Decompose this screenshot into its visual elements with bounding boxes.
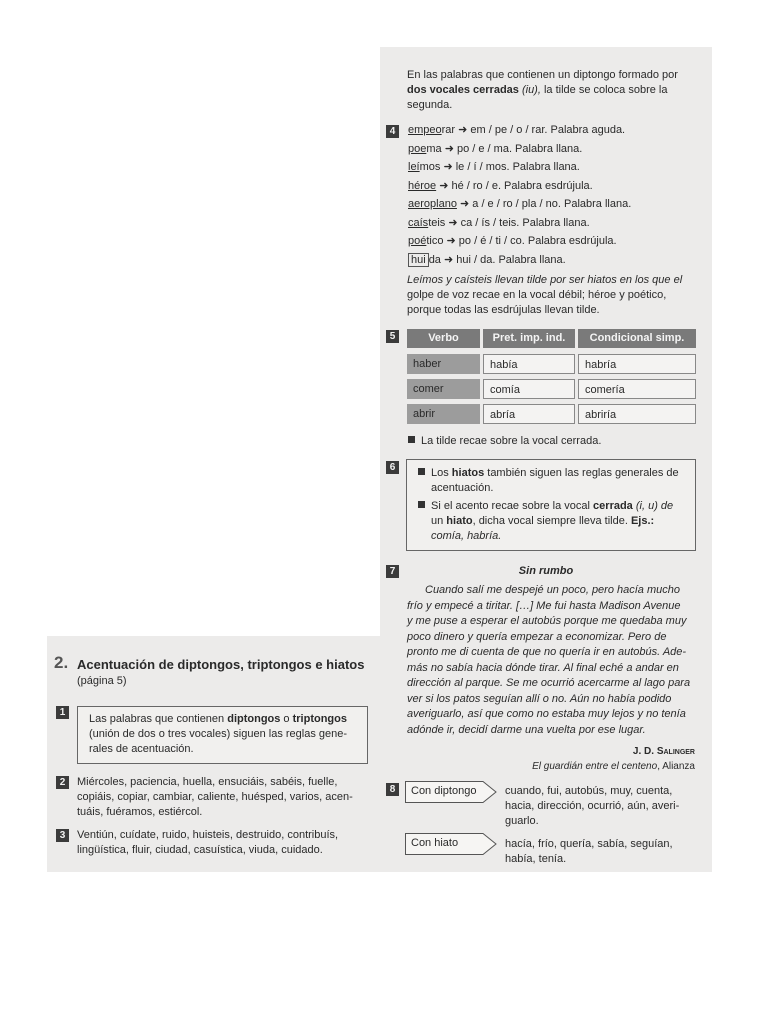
box-6-p1-line-2: acentuación. [431,482,494,494]
table-cell: habría [578,354,696,374]
tag-diptongo-label: Con diptongo [411,785,477,797]
dip-line-3: guarlo. [505,815,539,827]
story-line: pronto me di cuenta de que no quería ir en autobús. Ade- [407,646,687,658]
story-line: frío y empecé a tiritar. […] Me fui hasta Madison Avenue [407,599,681,612]
word-item [408,142,582,157]
word-item [408,216,590,231]
box-6-p2-line-2: un hiato, dicha vocal siempre lleva tilde. Ejs.: [431,515,655,527]
word-item [408,234,617,249]
word-analysis: teis ➜ ca / ís / teis. Palabra llana. [428,216,590,229]
item-2-line-2: copiáis, copiar, cambiar, caliente, huésped, varios, acen- [77,791,353,803]
bullet-icon [408,436,415,443]
box-6-p1-line-1: Los hiatos también siguen las reglas generales de [418,466,679,481]
tag-diptongo [405,781,497,803]
section-page: (página 5) [77,675,127,687]
table-row-header: abrir [407,404,480,424]
word-syllable: poé [408,235,427,247]
word-syllable: aeroplano [408,198,457,210]
story-line: adónde ir, decidí darme una vuelta por ese lugar. [407,723,646,736]
word-analysis: da ➜ hui / da. Palabra llana. [428,253,566,266]
item-6-badge: 6 [386,461,399,474]
story-line: dirección al parque. Se me ocurrió acercarme al lago para [407,677,691,689]
note-4-line-3: porque todas las esdrújulas llevan tilde. [407,304,600,316]
word-item [408,160,580,175]
word-syllable: empeo [408,124,442,136]
item-2-badge: 2 [56,776,69,789]
word-item [408,197,631,212]
table-header: Condicional simp. [578,329,696,348]
item-2-line-1: Miércoles, paciencia, huella, ensuciáis, sabéis, fuelle, [77,776,338,788]
word-syllable: héroe [408,179,437,192]
section-number: 2. [54,653,69,672]
section-title: Acentuación de diptongos, triptongos e hiatos [77,657,365,672]
table-cell: comía [483,379,575,399]
box-6-p2-line-1: Si el acento recae sobre la vocal cerrada (i, u) de [418,499,673,514]
table-cell: comería [578,379,696,399]
story-title: Sin rumbo [518,565,574,577]
word-item [408,123,625,138]
hiato-line-2: había, tenía. [505,853,567,865]
story-line: ver si los patos seguían allí o no. Aún no había podido [407,692,672,705]
note-4-line-2: golpe de voz recae en la vocal débil; héroe y poético, [407,289,667,301]
word-item [408,253,566,268]
word-syllable: leí [408,161,420,173]
item-3-line-1: Ventiún, cuídate, ruido, huisteis, destruido, contribuís, [77,829,339,841]
dip-line-1: cuando, fui, autobús, muy, cuenta, [505,785,673,797]
table-header: Pret. imp. ind. [483,329,575,348]
word-analysis: ma ➜ po / e / ma. Palabra llana. [426,142,583,155]
word-analysis: tico ➜ po / é / ti / co. Palabra esdrújula. [426,235,617,247]
item-4-badge: 4 [386,125,399,138]
story-author: J. D. Salinger [632,746,695,757]
word-syllable: poe [408,142,427,155]
tag-hiato [405,833,497,855]
table-row-header: haber [407,354,480,374]
bullet-icon [418,501,425,508]
table-cell: había [483,354,575,374]
word-analysis: mos ➜ le / í / mos. Palabra llana. [419,161,580,173]
note-4-line-1: Leímos y caísteis llevan tilde por ser hiatos en los que el [407,274,683,286]
dip-line-2: hacia, dirección, ocurrió, aún, averi- [505,800,680,812]
table-note: La tilde recae sobre la vocal cerrada. [408,434,601,449]
item-7-badge: 7 [386,565,399,578]
intro-line-1: En las palabras que contienen un diptongo formado por [407,69,678,81]
box-6-p2-line-3: comía, habría. [431,530,502,542]
bullet-icon [418,468,425,475]
item-3-line-2: lingüística, fluir, ciudad, casuística, viuda, cuidado. [77,844,323,856]
item-3-badge: 3 [56,829,69,842]
intro-line-2: dos vocales cerradas (iu), la tilde se coloca sobre la [407,84,668,96]
word-syllable: caís [408,216,429,229]
story-line: Cuando salí me despejé un poco, pero hacía mucho [425,584,680,596]
story-line: y me puse a esperar el autobús porque me quedaba muy [407,615,687,627]
item-5-badge: 5 [386,330,399,343]
item-2-line-3: tuáis, fuéramos, estiércol. [77,806,203,818]
table-header: Verbo [407,329,480,348]
word-analysis: rar ➜ em / pe / o / rar. Palabra aguda. [441,124,626,136]
intro-line-3: segunda. [407,99,453,111]
table-cell: abriría [578,404,696,424]
story-source: El guardián entre el centeno, Alianza [532,761,695,772]
story-line: averiguarlo, así que como no estaba muy lejos y no tenía [407,708,686,720]
word-item [408,179,593,194]
item-8-badge: 8 [386,783,399,796]
table-row-header: comer [407,379,480,399]
hiato-line-1: hacía, frío, quería, sabía, seguían, [505,838,673,850]
story-line: poco dinero y quería empezar a economizar. Pero de [407,630,667,643]
word-analysis: ➜ a / e / ro / pla / no. Palabra llana. [456,198,632,210]
tag-hiato-label: Con hiato [411,837,459,849]
item-1-line-2: (unión de dos o tres vocales) siguen las reglas gene- [89,728,348,740]
item-1-line-1: Las palabras que contienen diptongos o triptongos [89,713,347,725]
item-1-line-3: rales de acentuación. [89,743,194,755]
word-syllable: hui [408,253,429,267]
table-cell: abría [483,404,575,424]
word-analysis: ➜ hé / ro / e. Palabra esdrújula. [436,179,593,192]
item-1-badge: 1 [56,706,69,719]
story-line: más no sabía hacia dónde tirar. Al final eché a andar en [407,661,679,674]
